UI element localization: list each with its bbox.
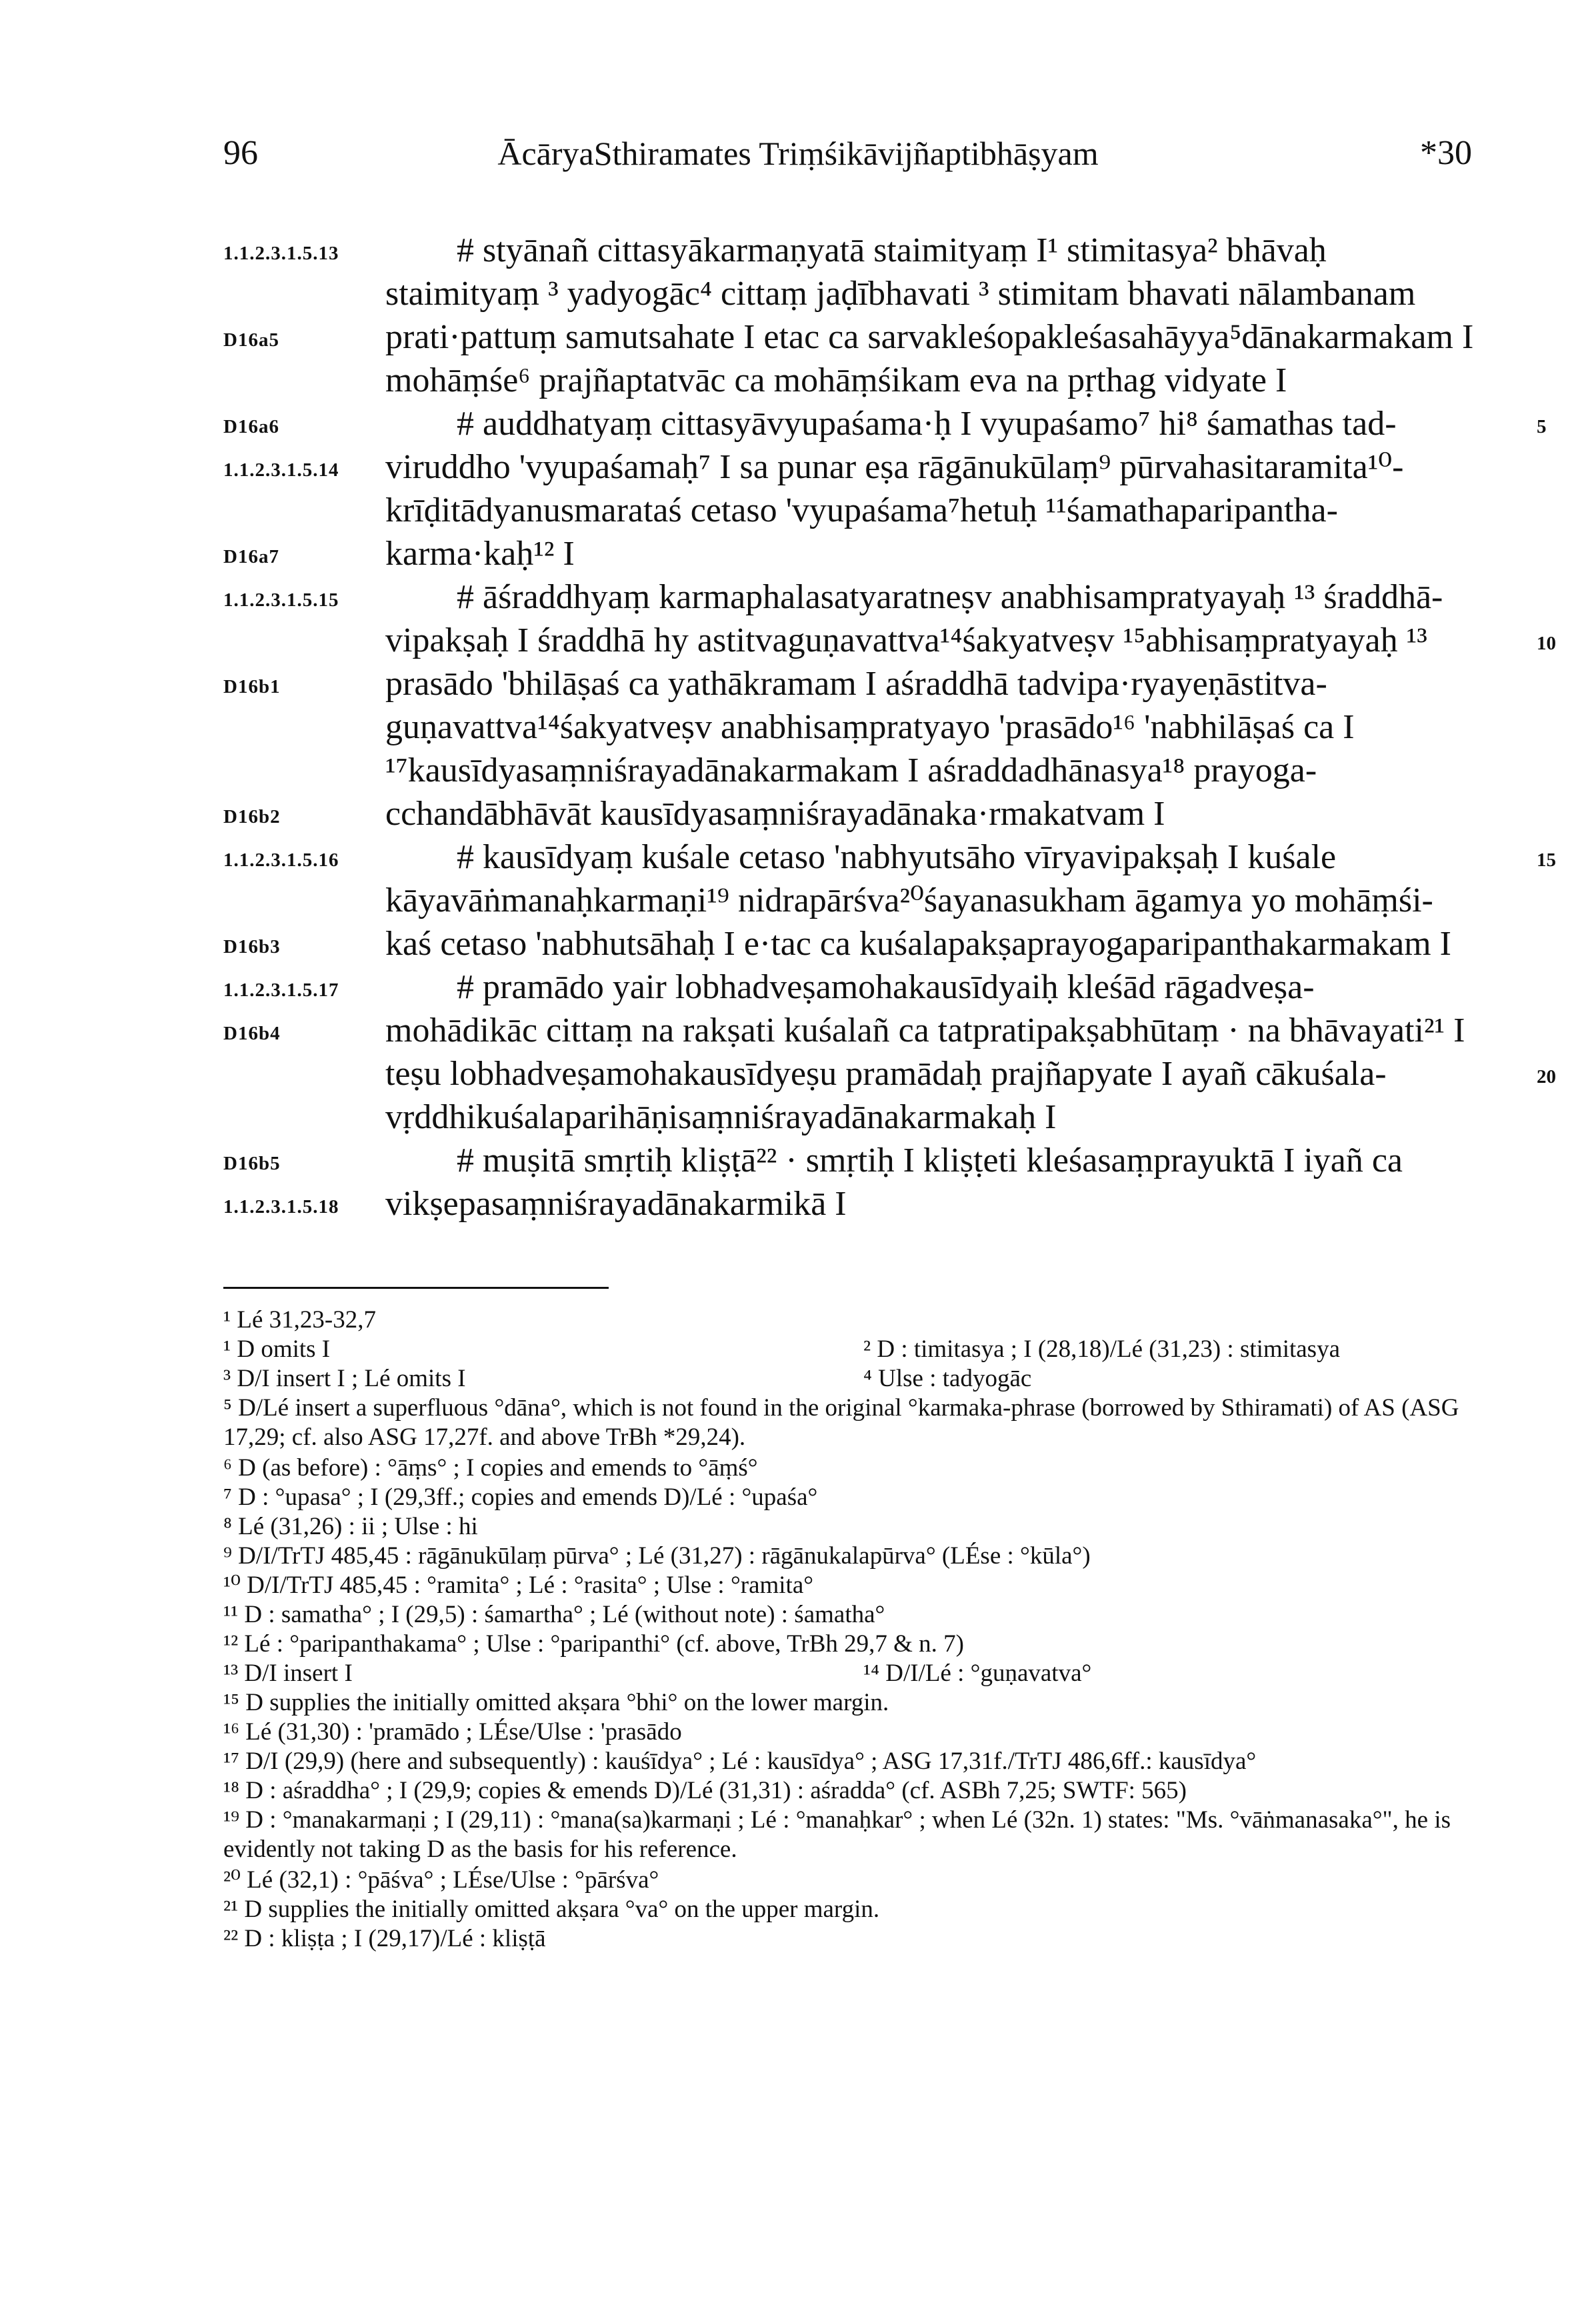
text-line <box>0 703 1596 751</box>
text-line <box>0 1180 1596 1228</box>
margin-label: D16a6 <box>223 416 279 437</box>
text-line <box>0 270 1596 318</box>
line-text: # auddhatyaṃ cittasyāvyupaśama·ḥ I vyupaśamo⁷ hi⁸ śamathas tad- <box>457 405 1397 443</box>
running-title: ĀcāryaSthiramates Triṃśikāvijñaptibhāṣyam <box>497 135 1099 172</box>
line-text: # pramādo yair lobhadveṣamohakausīdyaiḥ kleśād rāgadveṣa- <box>457 968 1315 1006</box>
footnote: ¹ Lé 31,23-32,7 <box>223 1306 376 1334</box>
line-text: vikṣepasaṃniśrayadānakarmikā I <box>385 1185 847 1223</box>
footnote: ⁷ D : °upasa° ; I (29,3ff.; copies and emends D)/Lé : °upaśa° <box>223 1484 818 1511</box>
line-text: prasādo 'bhilāṣaś ca yathākramam I aśraddhā tadvipa·ryayeṇāstitva- <box>385 665 1327 703</box>
line-text: guṇavattva¹⁴śakyatveṣv anabhisaṃpratyayo 'prasādo¹⁶ 'nabhilāṣaś ca I <box>385 708 1355 746</box>
footnote: ²¹ D supplies the initially omitted akṣara °va° on the upper margin. <box>223 1896 880 1923</box>
footnote: ⁶ D (as before) : °āṃs° ; I copies and emends to °āṃś° <box>223 1454 758 1482</box>
line-number: 20 <box>1537 1066 1556 1087</box>
footnote: ²⁰ Lé (32,1) : °pāśva° ; LÉse/Ulse : °pārśva° <box>223 1866 659 1894</box>
page-number: 96 <box>223 134 258 172</box>
line-text: # muṣitā smṛtiḥ kliṣṭā²² · smṛtiḥ I kliṣṭeti kleśasaṃprayuktā I iyañ ca <box>457 1141 1403 1180</box>
line-text: staimityaṃ ³ yadyogāc⁴ cittaṃ jaḍībhavati ³ stimitam bhavati nālambanam <box>385 275 1416 313</box>
text-line <box>0 227 1596 275</box>
margin-label: D16b1 <box>223 676 281 697</box>
text-line <box>0 617 1596 665</box>
margin-label: D16b3 <box>223 936 281 957</box>
margin-label: 1.1.2.3.1.5.14 <box>223 459 339 481</box>
text-line <box>0 1137 1596 1185</box>
footnote: ⁵ D/Lé insert a superfluous °dāna°, which is not found in the original °karmaka-phrase (borrowed by Sthiramati) of AS (ASG 17,29; cf. also ASG 17,27f. and above TrBh *29,24). <box>223 1394 1459 1451</box>
text-line <box>0 833 1596 881</box>
text-line <box>0 487 1596 535</box>
line-text: kaś cetaso 'nabhutsāhaḥ I e·tac ca kuśalapakṣaprayogaparipanthakarmakam I <box>385 925 1451 963</box>
line-text: teṣu lobhadveṣamohakausīdyeṣu pramādaḥ prajñapyate I ayañ cākuśala- <box>385 1055 1387 1093</box>
footnote: ⁸ Lé (31,26) : ii ; Ulse : hi <box>223 1513 478 1540</box>
margin-label: 1.1.2.3.1.5.13 <box>223 243 339 264</box>
text-line <box>0 1093 1596 1141</box>
footnote: ³ D/I insert I ; Lé omits I <box>223 1365 466 1392</box>
footnote: ¹⁶ Lé (31,30) : 'pramādo ; LÉse/Ulse : 'prasādo <box>223 1718 682 1746</box>
footnote: ¹⁹ D : °manakarmaṇi ; I (29,11) : °mana(sa)karmaṇi ; Lé : °manaḥkar° ; when Lé (32n. 1) states: "Ms. °vāṅmanasaka°", he is evidently not taking D as the basis for his reference. <box>223 1806 1451 1863</box>
footnote: ¹¹ D : samatha° ; I (29,5) : śamartha° ; Lé (without note) : śamatha° <box>223 1601 885 1628</box>
footnote: ⁹ D/I/TrTJ 485,45 : rāgānukūlaṃ pūrva° ; Lé (31,27) : rāgānukalapūrva° (LÉse : °kūla°) <box>223 1542 1091 1570</box>
text-line <box>0 920 1596 968</box>
margin-label: D16b2 <box>223 806 281 827</box>
margin-label: D16b5 <box>223 1153 281 1174</box>
text-line <box>0 313 1596 361</box>
text-line <box>0 1050 1596 1098</box>
line-text: mohāṃśe⁶ prajñaptatvāc ca mohāṃśikam eva na pṛthag vidyate I <box>385 361 1287 399</box>
line-text: vṛddhikuśalaparihāṇisaṃniśrayadānakarmakaḥ I <box>385 1098 1057 1136</box>
line-text: # styānañ cittasyākarmaṇyatā staimityaṃ I¹ stimitasya² bhāvaḥ <box>457 231 1327 269</box>
line-text: kāyavāṅmanaḥkarmaṇi¹⁹ nidrapārśva²⁰śayanasukham āgamya yo mohāṃśi- <box>385 881 1433 919</box>
line-text: cchandābhāvāt kausīdyasaṃniśrayadānaka·rmakatvam I <box>385 795 1165 833</box>
line-text: vipakṣaḥ I śraddhā hy astitvaguṇavattva¹⁴śakyatveṣv ¹⁵abhisaṃpratyayaḥ ¹³ <box>385 621 1427 659</box>
footnote: ² D : timitasya ; I (28,18)/Lé (31,23) : stimitasya <box>863 1336 1340 1363</box>
line-number: 5 <box>1537 416 1547 437</box>
text-line <box>0 660 1596 708</box>
footnote: ¹³ D/I insert I <box>223 1660 353 1687</box>
margin-label: D16a5 <box>223 329 279 351</box>
line-text: viruddho 'vyupaśamaḥ⁷ I sa punar eṣa rāgānukūlaṃ⁹ pūrvahasitaramita¹⁰- <box>385 448 1404 486</box>
text-line <box>0 400 1596 448</box>
line-text: # āśraddhyaṃ karmaphalasatyaratneṣv anabhisampratyayaḥ ¹³ śraddhā- <box>457 578 1443 616</box>
section-marker: *30 <box>1420 134 1472 172</box>
text-line <box>0 357 1596 405</box>
margin-label: 1.1.2.3.1.5.18 <box>223 1196 339 1218</box>
margin-label: 1.1.2.3.1.5.17 <box>223 979 339 1001</box>
text-line <box>0 963 1596 1011</box>
footnote: ¹² Lé : °paripanthakama° ; Ulse : °paripanthi° (cf. above, TrBh 29,7 & n. 7) <box>223 1630 964 1658</box>
footnote-rule <box>223 1287 609 1289</box>
text-line <box>0 790 1596 838</box>
line-text: # kausīdyaṃ kuśale cetaso 'nabhyutsāho vīryavipakṣaḥ I kuśale <box>457 838 1337 876</box>
line-text: ¹⁷kausīdyasaṃniśrayadānakarmakam I aśraddadhānasya¹⁸ prayoga- <box>385 751 1317 789</box>
margin-label: 1.1.2.3.1.5.15 <box>223 589 339 611</box>
margin-label: 1.1.2.3.1.5.16 <box>223 849 339 871</box>
line-text: prati·pattuṃ samutsahate I etac ca sarvakleśopakleśasahāyya⁵dānakarmakam I <box>385 318 1474 356</box>
margin-label: D16a7 <box>223 546 279 567</box>
footnote: ¹⁴ D/I/Lé : °guṇavatva° <box>863 1660 1092 1687</box>
text-line <box>0 747 1596 795</box>
footnote: ¹⁵ D supplies the initially omitted akṣara °bhi° on the lower margin. <box>223 1689 889 1716</box>
footnote: ¹⁷ D/I (29,9) (here and subsequently) : kauśīdya° ; Lé : kausīdya° ; ASG 17,31f./TrTJ 486,6ff.: kausīdya° <box>223 1748 1257 1775</box>
line-text: mohādikāc cittaṃ na rakṣati kuśalañ ca tatpratipakṣabhūtaṃ · na bhāvayati²¹ I <box>385 1011 1465 1049</box>
text-line <box>0 877 1596 925</box>
line-number: 10 <box>1537 633 1556 654</box>
text-line <box>0 1007 1596 1055</box>
footnote: ²² D : kliṣṭa ; I (29,17)/Lé : kliṣṭā <box>223 1925 546 1952</box>
line-text: krīḍitādyanusmarataś cetaso 'vyupaśama⁷hetuḥ ¹¹śamathaparipantha- <box>385 491 1338 529</box>
margin-label: D16b4 <box>223 1023 281 1044</box>
line-number: 15 <box>1537 849 1556 871</box>
footnote: ⁴ Ulse : tadyogāc <box>863 1365 1032 1392</box>
footnote: ¹ D omits I <box>223 1336 331 1363</box>
footnote: ¹⁸ D : aśraddha° ; I (29,9; copies & emends D)/Lé (31,31) : aśradda° (cf. ASBh 7,25; SWTF: 565) <box>223 1777 1187 1804</box>
text-line <box>0 530 1596 578</box>
line-text: karma·kaḥ¹² I <box>385 535 575 573</box>
text-line <box>0 573 1596 621</box>
footnote: ¹⁰ D/I/TrTJ 485,45 : °ramita° ; Lé : °rasita° ; Ulse : °ramita° <box>223 1572 814 1599</box>
text-line <box>0 443 1596 491</box>
